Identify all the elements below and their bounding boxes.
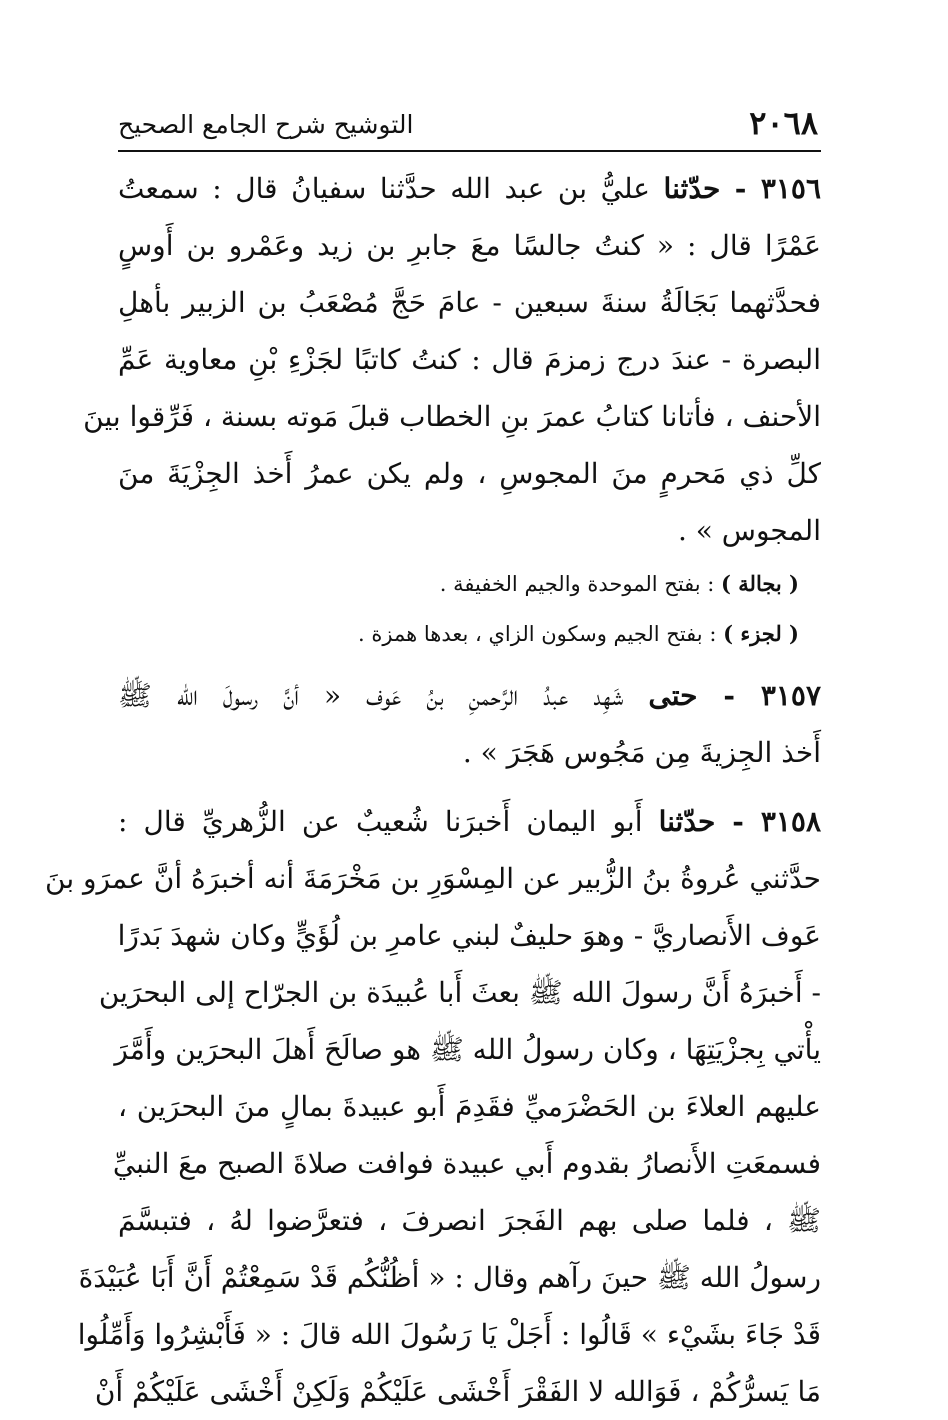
- text-line: قَدْ جَاءَ بشَيْء » قَالُوا : أَجَلْ يَا رَسُولَ الله قالَ : « فَأَبْشِرُوا وَأَمِّلُوا: [77, 1318, 821, 1351]
- text-line: ٣١٥٨ - حدّثنا أَبو اليمان أَخبرَنا شُعيبٌ عن الزُّهريِّ قال :: [118, 805, 821, 838]
- text-line: ٣١٥٦ - حدّثنا عليُّ بن عبد الله حدَّثنا سفيانُ قال : سمعتُ: [118, 172, 821, 205]
- commentary-notes: [118, 559, 821, 659]
- text-line: يأْتي بِجزْيَتِهَا ، وكان رسولُ الله ﷺ هو صالَحَ أَهلَ البحرَين وأَمَّرَ: [114, 1033, 821, 1066]
- hadith-number: ٣١٥٧ - حتى: [648, 679, 821, 712]
- text-line: أَخذ الجِزيةَ مِن مَجُوس هَجَرَ » .: [462, 736, 821, 769]
- text-line: - أَخبرَهُ أَنَّ رسولَ الله ﷺ بعثَ أَبا عُبيدَة بن الجرّاح إلى البحرَين: [98, 976, 821, 1009]
- note-line: ( لجزء ) : بفتح الجيم وسكون الزاي ، بعدها همزة .: [358, 621, 799, 646]
- body-text: [45, 160, 821, 1420]
- note-term: ( بجالة ): [721, 571, 799, 596]
- text-line: مَا يَسرُّكُمْ ، فَوَالله لا الفَقْرَ أَخْشَى عَلَيْكُمْ وَلَكِنْ أَخْشَى عَلَيْكُمْ أَنْ: [94, 1375, 821, 1408]
- text-line: ﷺ ، فلما صلى بهم الفَجرَ انصرفَ ، فتعرَّضوا لهُ ، فتبسَّمَ: [118, 1204, 821, 1237]
- hadith-3157: [118, 667, 821, 781]
- text-line: رسولُ الله ﷺ حينَ رآهم وقال : « أظُنُّكُم قَدْ سَمِعْتُمْ أَنَّ أَبَا عُبَيْدَةَ: [78, 1261, 821, 1294]
- page-number: ٢٠٦٨: [749, 104, 818, 142]
- text-line: فحدَّثهما بَجَالَةُ سنةَ سبعين - عامَ حَجَّ مُصْعَبُ بن الزبير بأهلِ: [118, 286, 821, 319]
- hadith-3158: [45, 793, 821, 1420]
- text-line: البصرة - عندَ درج زمزمَ قال : كنتُ كاتبًا لجَزْءِ بْنِ معاوية عَمِّ: [118, 343, 821, 376]
- note-line: ( بجالة ) : بفتح الموحدة والجيم الخفيفة .: [439, 571, 799, 596]
- note-term: ( لجزء ): [723, 621, 799, 646]
- text-line: عليهم العلاءَ بن الحَضْرَميِّ فقَدِمَ أَبو عبيدةَ بمالٍ منَ البحرَين ،: [118, 1090, 821, 1123]
- hadith-3156: [83, 160, 821, 559]
- text-line: عَوف الأَنصاريَّ - وهوَ حليفٌ لبني عامرِ بن لُؤَيٍّ وكان شهدَ بَدرًا: [117, 919, 821, 952]
- text-line: ٣١٥٧ - حتى شَهِد عبدُ الرَّحمنِ بنُ عَوف « أنَّ رسولَ الله ﷺ: [118, 679, 821, 712]
- running-header: [118, 104, 818, 146]
- text-line: الأحنف ، فأتانا كتابُ عمرَ بنِ الخطاب قبلَ مَوته بسنة ، فَرِّقوا بينَ: [83, 400, 821, 433]
- hadith-number: ٣١٥٦ - حدّثنا: [663, 172, 821, 205]
- text-line: فسمعَتِ الأَنصارُ بقدوم أَبي عبيدة فوافت صلاةَ الصبح معَ النبيِّ: [112, 1147, 821, 1180]
- header-rule: [118, 150, 821, 152]
- text-line: المجوس » .: [677, 514, 821, 547]
- text-line: كلِّ ذي مَحرمٍ منَ المجوسِ ، ولم يكن عمرُ أَخذ الجِزْيَةَ منَ: [118, 457, 821, 490]
- hadith-number: ٣١٥٨ - حدّثنا: [658, 805, 821, 838]
- book-title: التوشيح شرح الجامع الصحيح: [118, 110, 414, 139]
- text-line: عَمْرًا قال : « كنتُ جالسًا معَ جابرِ بن زيد وعَمْرو بن أَوسٍ: [118, 229, 821, 262]
- text-line: حدَّثني عُروةُ بنُ الزُّبير عن المِسْوَرِ بن مَخْرَمَةَ أنه أخبرَهُ أنَّ عمرَو بنَ: [45, 862, 821, 895]
